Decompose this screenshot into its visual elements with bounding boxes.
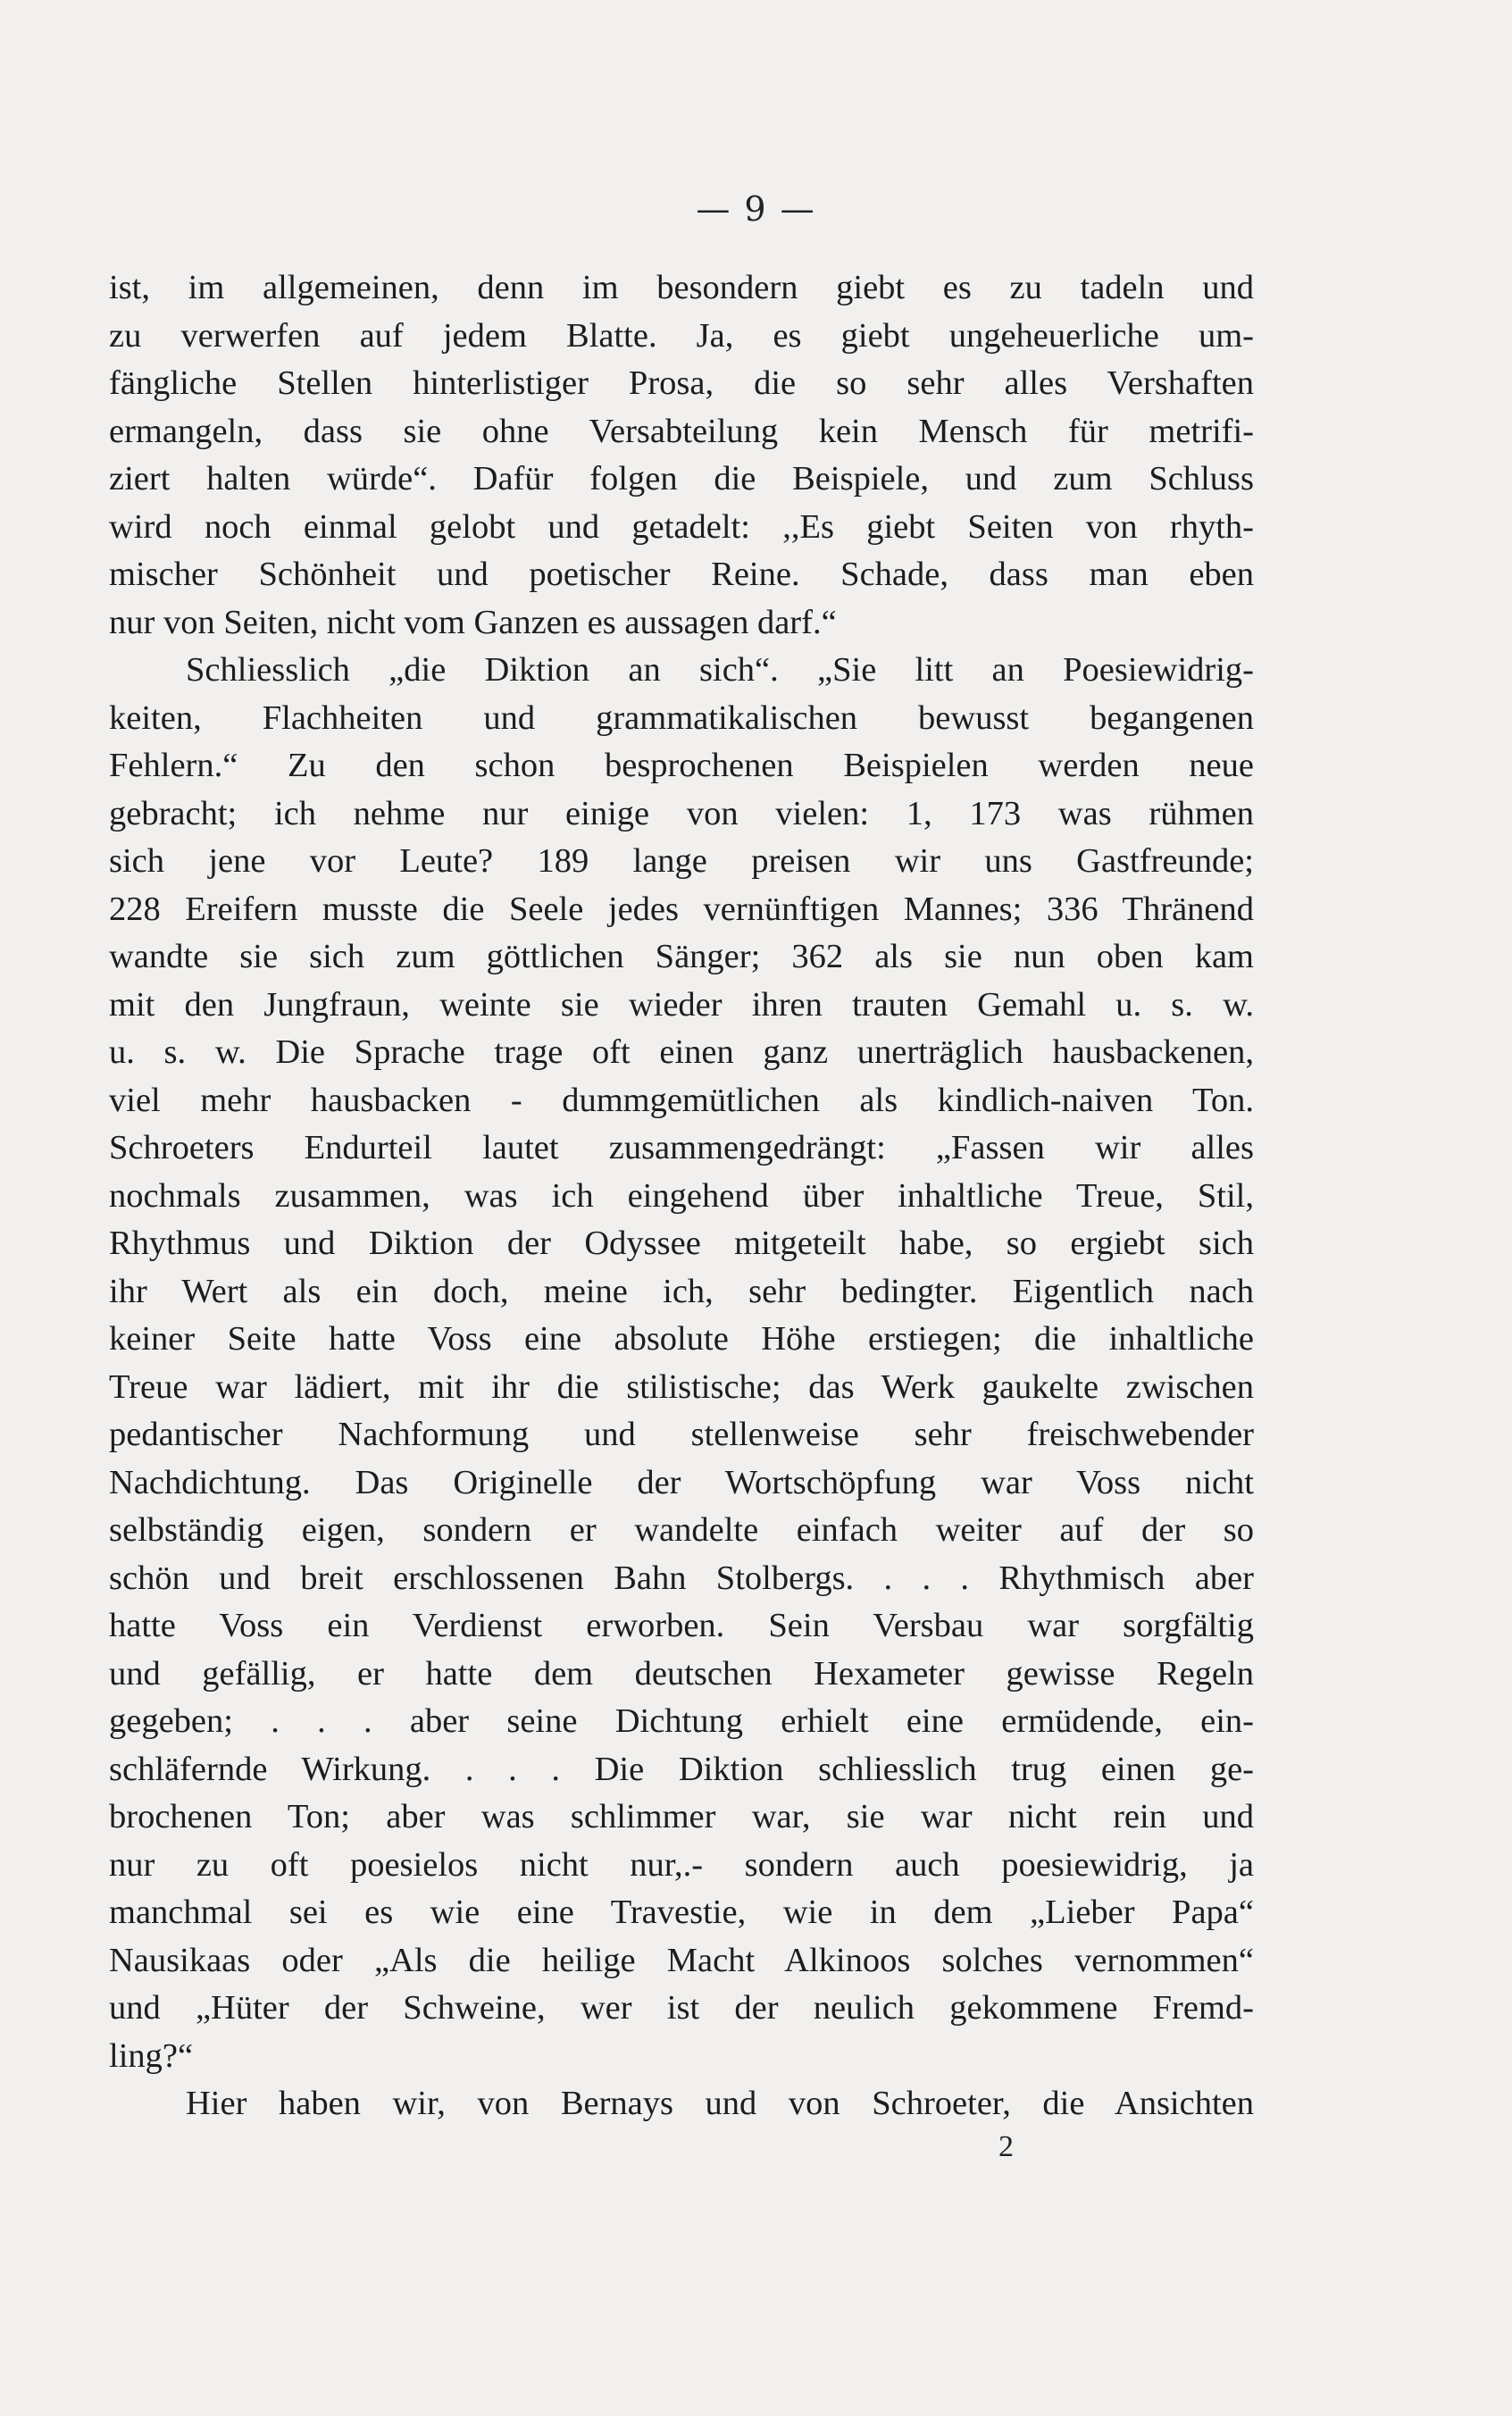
text-line: Nausikaas oder „Als die heilige Macht Alkinoos solches vernommen“ (109, 1941, 1254, 1979)
text-line: mischer Schönheit und poetischer Reine. Schade, dass man eben (109, 556, 1254, 593)
text-line: Schliesslich „die Diktion an sich“. „Sie litt an Poesiewidrig- (186, 651, 1254, 689)
text-line: Nachdichtung. Das Originelle der Wortschöpfung war Voss nicht (109, 1463, 1254, 1501)
text-line: hatte Voss ein Verdienst erworben. Sein Versbau war sorgfältig (109, 1607, 1254, 1644)
text-line: ermangeln, dass sie ohne Versabteilung kein Mensch für metrifi- (109, 412, 1254, 450)
text-line: schön und breit erschlossenen Bahn Stolbergs. . . . Rhythmisch aber (109, 1559, 1254, 1597)
text-line: nochmals zusammen, was ich eingehend über inhaltliche Treue, Stil, (109, 1176, 1254, 1215)
text-line: keiten, Flachheiten und grammatikalischen bewusst begangenen (109, 698, 1254, 737)
text-line: selbständig eigen, sondern er wandelte einfach weiter auf der so (109, 1511, 1254, 1549)
text-line: nur von Seiten, nicht vom Ganzen es aussagen darf.“ (109, 603, 837, 641)
text-line: ist, im allgemeinen, denn im besondern giebt es zu tadeln und (109, 269, 1254, 306)
text-line: brochenen Ton; aber was schlimmer war, sie war nicht rein und (109, 1798, 1254, 1835)
text-line: gegeben; . . . aber seine Dichtung erhielt eine ermüdende, ein- (109, 1702, 1254, 1740)
text-line: Rhythmus und Diktion der Odyssee mitgeteilt habe, so ergiebt sich (109, 1225, 1254, 1262)
text-line: und „Hüter der Schweine, wer ist der neulich gekommene Fremd- (109, 1989, 1254, 2027)
text-line: schläfernde Wirkung. . . . Die Diktion schliesslich trug einen ge- (109, 1750, 1254, 1788)
text-line: manchmal sei es wie eine Travestie, wie in dem „Lieber Papa“ (109, 1894, 1254, 1931)
text-line: pedantischer Nachformung und stellenweise sehr freischwebender (109, 1416, 1254, 1453)
text-line: u. s. w. Die Sprache trage oft einen ganz unerträglich hausbackenen, (109, 1033, 1254, 1071)
text-line: sich jene vor Leute? 189 lange preisen wir uns Gastfreunde; (109, 842, 1254, 880)
text-line: zu verwerfen auf jedem Blatte. Ja, es giebt ungeheuerliche um- (109, 316, 1254, 355)
text-line: 228 Ereifern musste die Seele jedes vernünftigen Mannes; 336 Thränend (109, 890, 1254, 928)
signature-mark: 2 (998, 2130, 1014, 2163)
text-line: mit den Jungfraun, weinte sie wieder ihren trauten Gemahl u. s. w. (109, 985, 1254, 1024)
text-line: und gefällig, er hatte dem deutschen Hexameter gewisse Regeln (109, 1654, 1254, 1693)
text-line: ihr Wert als ein doch, meine ich, sehr bedingter. Eigentlich nach (109, 1272, 1254, 1310)
body-text (109, 264, 1254, 2128)
text-line: Schroeters Endurteil lautet zusammengedrängt: „Fassen wir alles (109, 1129, 1254, 1166)
text-line: ling?“ (109, 2036, 194, 2075)
text-line: wird noch einmal gelobt und getadelt: ,,Es giebt Seiten von rhyth- (109, 507, 1254, 546)
text-line: keiner Seite hatte Voss eine absolute Höhe erstiegen; die inhaltliche (109, 1320, 1254, 1358)
text-line: gebracht; ich nehme nur einige von vielen: 1, 173 was rühmen (109, 794, 1254, 832)
text-line: ziert halten würde“. Dafür folgen die Beispiele, und zum Schluss (109, 460, 1254, 497)
text-line: Hier haben wir, von Bernays und von Schroeter, die Ansichten (186, 2085, 1254, 2122)
text-line: nur zu oft poesielos nicht nur,.- sondern auch poesiewidrig, ja (109, 1845, 1254, 1884)
text-line: Treue war lädiert, mit ihr die stilistische; das Werk gaukelte zwischen (109, 1367, 1254, 1406)
text-line: viel mehr hausbacken - dummgemütlichen als kindlich-naiven Ton. (109, 1081, 1254, 1119)
page-number: — 9 — (696, 189, 816, 229)
text-line: wandte sie sich zum göttlichen Sänger; 362 als sie nun oben kam (109, 938, 1254, 975)
text-line: fängliche Stellen hinterlistiger Prosa, die so sehr alles Vershaften (109, 364, 1254, 402)
text-line: Fehlern.“ Zu den schon besprochenen Beispielen werden neue (109, 747, 1254, 784)
